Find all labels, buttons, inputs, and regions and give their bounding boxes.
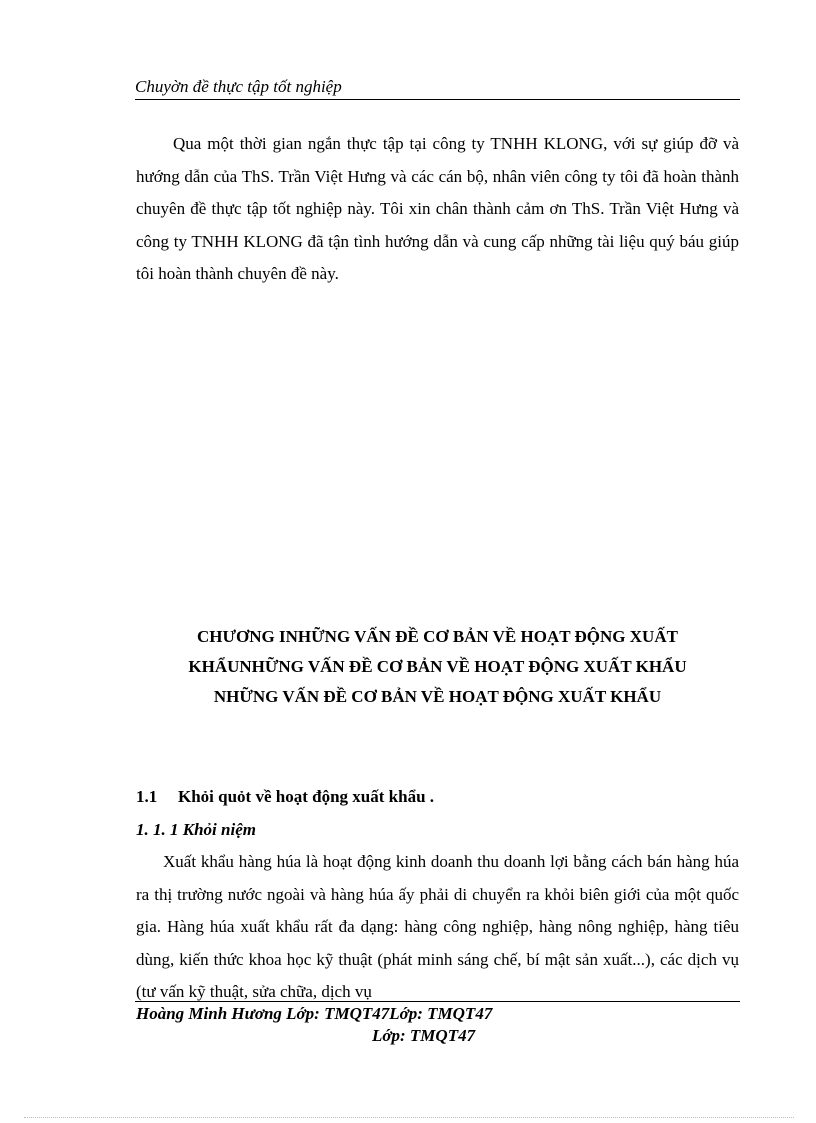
- section-title: Khỏi quỏt về hoạt động xuất khẩu .: [178, 787, 435, 806]
- chapter-title-line-3: NHỮNG VẤN ĐỀ CƠ BẢN VỀ HOẠT ĐỘNG XUẤT KHẨU: [213, 687, 662, 706]
- section-heading: [136, 785, 739, 809]
- page-footer: [136, 1003, 636, 1047]
- chapter-title-line-2: KHẨUNHỮNG VẤN ĐỀ CƠ BẢN VỀ HOẠT ĐỘNG XUẤT KHẨU: [188, 657, 687, 676]
- acknowledgement-paragraph: Qua một thời gian ngắn thực tập tại công ty TNHH KLONG, với sự giúp đỡ và hướng dẫn của ThS. Trần Việt Hưng và các cán bộ, nhân viên công ty tôi đã hoàn thành chuyên đề thực tập tốt nghiệp này. Tôi xin chân thành cảm ơn ThS. Trần Việt Hưng và công ty TNHH KLONG đã tận tình hướng dẫn và cung cấp những tài liệu quý báu giúp tôi hoàn thành chuyên đề này.: [136, 134, 739, 283]
- footer-line-2: Lớp: TMQT47: [372, 1026, 476, 1045]
- body-paragraph: Xuất khẩu hàng húa là hoạt động kinh doanh thu doanh lợi bằng cách bán hàng húa ra thị trường nước ngoài và hàng húa ấy phải di chuyển ra khỏi biên giới của một quốc gia. Hàng húa xuất khẩu rất đa dạng: hàng công nghiệp, hàng nông nghiệp, hàng tiêu dùng, kiến thức khoa học kỹ thuật (phát minh sáng chế, bí mật sản xuất...), các dịch vụ (tư vấn kỹ thuật, sửa chữa, dịch vụ: [136, 852, 739, 1001]
- section-number: 1.1: [136, 787, 158, 806]
- subsection-heading: 1. 1. 1 Khỏi niệm: [136, 820, 256, 839]
- chapter-title: [136, 622, 739, 712]
- footer-rule: [135, 1001, 740, 1002]
- running-header: Chuyờn đề thực tập tốt nghiệp: [135, 76, 740, 100]
- chapter-title-line-1: CHƯƠNG INHỮNG VẤN ĐỀ CƠ BẢN VỀ HOẠT ĐỘNG XUẤT: [197, 627, 678, 646]
- page-bottom-border: [24, 1117, 794, 1118]
- footer-line-1: Hoàng Minh Hương Lớp: TMQT47Lớp: TMQT47: [136, 1004, 493, 1023]
